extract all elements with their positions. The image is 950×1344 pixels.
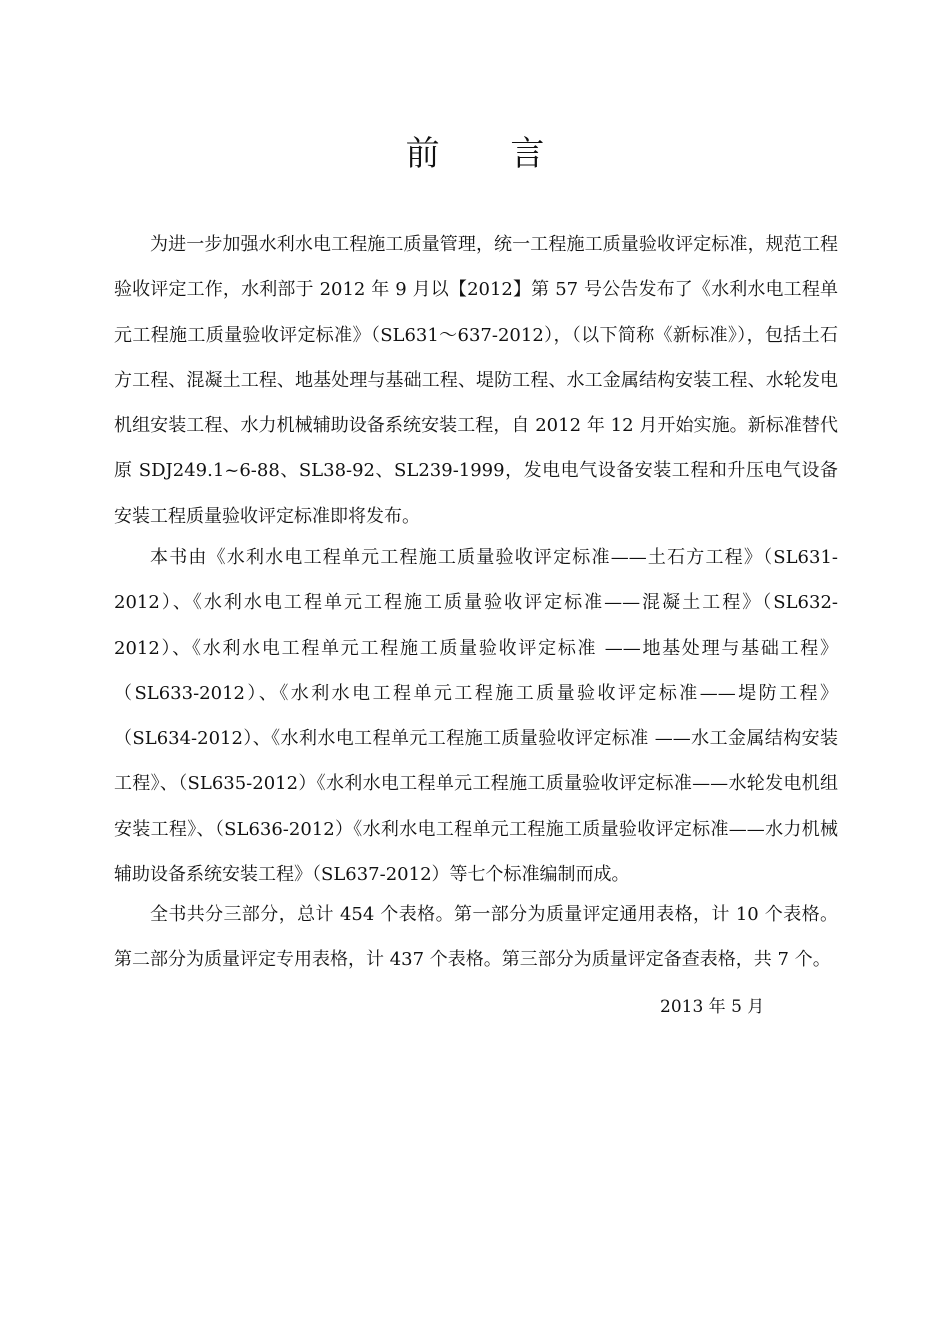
paragraph-2-block xyxy=(114,535,838,897)
paragraph-3-block xyxy=(114,892,838,983)
paragraph-1: 为进一步加强水利水电工程施工质量管理，统一工程施工质量验收评定标准，规范工程验收评定工作，水利部于 2012 年 9 月以【2012】第 57 号公告发布了《水利水电工程单元工程施工质量验收评定标准》（SL631～637-2012），（以下简称《新标准》），包括土石方工程、混凝土工程、地基处理与基础工程、堤防工程、水工金属结构安装工程、水轮发电机组安装工程、水力机械辅助设备系统安装工程，自 2012 年 12 月开始实施。新标准替代原 SDJ249.1~6-88、SL38-92、SL239-1999，发电电气设备安装工程和升压电气设备安装工程质量验收评定标准即将发布。 xyxy=(114,234,838,527)
paragraph-1-block xyxy=(114,222,838,539)
page-title: 前 言 xyxy=(405,134,575,174)
document-date: 2013 年 5 月 xyxy=(660,997,765,1017)
paragraph-3: 全书共分三部分，总计 454 个表格。第一部分为质量评定通用表格，计 10 个表格。第二部分为质量评定专用表格，计 437 个表格。第三部分为质量评定备查表格，共 7 个。 xyxy=(114,904,838,971)
paragraph-2: 本书由《水利水电工程单元工程施工质量验收评定标准——土石方工程》（SL631-2012）、《水利水电工程单元工程施工质量验收评定标准——混凝土工程》（SL632-2012）、《水利水电工程单元工程施工质量验收评定标准 ——地基处理与基础工程》（SL633-2012）、《水利水电工程单元工程施工质量验收评定标准——堤防工程》（SL634-2012）、《水利水电工程单元工程施工质量验收评定标准 ——水工金属结构安装工程》、（SL635-2012）《水利水电工程单元工程施工质量验收评定标准——水轮发电机组安装工程》、（SL636-2012）《水利水电工程单元工程施工质量验收评定标准——水力机械辅助设备系统安装工程》（SL637-2012）等七个标准编制而成。 xyxy=(114,547,838,886)
